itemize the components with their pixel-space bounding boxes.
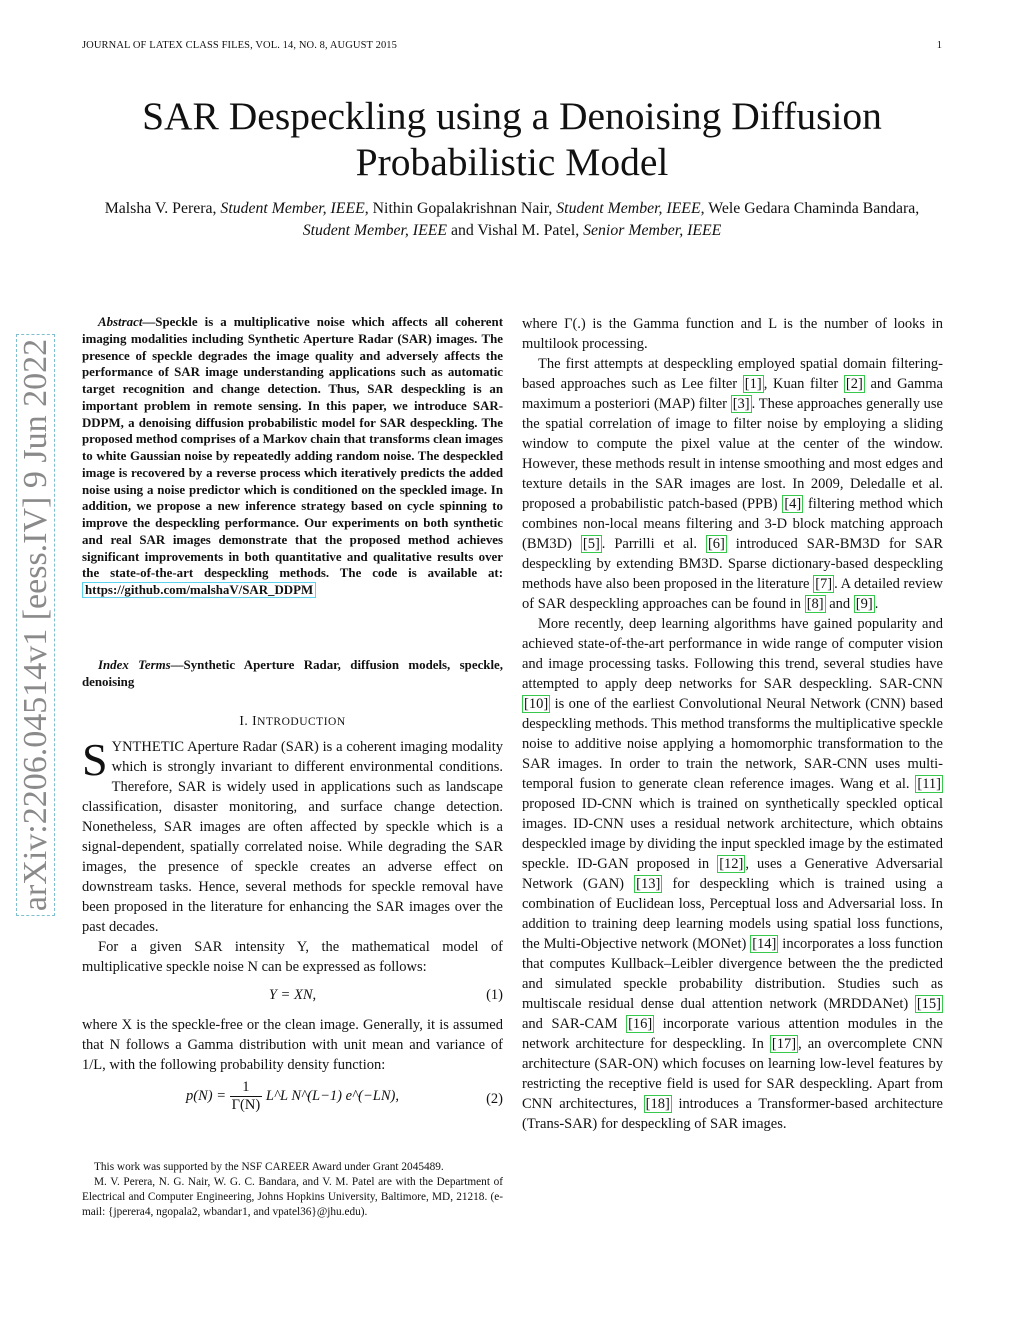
equation-1-number: (1) bbox=[486, 987, 503, 1003]
author-3: , Wele Gedara Chaminda Bandara, bbox=[700, 200, 920, 217]
citation-18[interactable]: [18] bbox=[645, 1096, 670, 1112]
abstract-text: —Speckle is a multiplicative noise which affects all coherent imaging modalities including Synthetic Aperture Radar (SAR) images. The presence of speckle degrades the image quality and adversely affects the performance of SAR image understanding applications such as automatic target recognition and change detection. Thus, SAR despeckling is an important problem in remote sensing. In this paper, we introduce SAR-DDPM, a denoising diffusion probabilistic model for SAR despeckling. The proposed method comprises of a Markov chain that transforms clean images to white Gaussian noise by repeatedly adding random noise. The despeckled image is recovered by a reverse process which iteratively predicts the added noise using a noise predictor which is conditioned on the speckled image. In addition, we propose a new inference strategy based on cycle spinning to improve the despeckling performance. Our experiments on both synthetic and real SAR images demonstrate that the proposed method achieves significant improvements in both quantitative and qualitative results over the state-of-the-art despeckling methods. The code is available at: bbox=[82, 315, 503, 581]
code-link[interactable]: https://github.com/malshaV/SAR_DDPM bbox=[82, 582, 316, 598]
citation-13[interactable]: [13] bbox=[636, 876, 661, 892]
index-terms-text: —Synthetic Aperture Radar, diffusion models, speckle, denoising bbox=[82, 658, 503, 689]
abstract bbox=[82, 314, 503, 599]
citation-1[interactable]: [1] bbox=[744, 376, 762, 392]
citation-7[interactable]: [7] bbox=[815, 576, 833, 592]
section-numeral: I. bbox=[239, 713, 249, 728]
citation-17[interactable]: [17] bbox=[771, 1036, 797, 1052]
running-header bbox=[82, 40, 942, 56]
author-3-role: Student Member, IEEE bbox=[302, 222, 448, 239]
citation-9[interactable]: [9] bbox=[855, 596, 873, 612]
author-4-role: Senior Member, IEEE bbox=[583, 222, 722, 239]
equation-1 bbox=[82, 977, 503, 1015]
paper-title: SAR Despeckling using a Denoising Diffusion Probabilistic Model bbox=[142, 94, 882, 184]
author-list bbox=[82, 198, 942, 242]
related-work-paragraph-1: The first attempts at despeckling employed spatial domain filtering-based approaches such as Lee filter [1] , Kuan filter [2] and Gamma maximum a posteriori (MAP) filter [3] . These approaches generally use the spatial correlation of image to filter noise by employing a sliding window to compute the pixel value at the center of the window. However, these methods result in intense smoothing and most edges and texture details in the SAR images are lost. In 2009, Deledalle et al. proposed a probabilistic patch-based (PPB) [4] filtering method which combines non-local means filtering and 3-D block matching approach (BM3D) [5] . Parrilli et al. [6] introduced SAR-BM3D for SAR despeckling by extending BM3D. Sparse dictionary-based despeckling methods have also been proposed in the literature [7] . A detailed review of SAR despeckling approaches can be found in [8] and [9] . bbox=[522, 356, 944, 612]
citation-2[interactable]: [2] bbox=[845, 376, 863, 392]
equation-2-lhs: p(N) = bbox=[186, 1087, 227, 1104]
intro-paragraph-2: For a given SAR intensity Y, the mathematical model of multiplicative speckle noise N can be expressed as follows: bbox=[82, 939, 503, 975]
related-work-paragraph-2: More recently, deep learning algorithms have gained popularity and achieved state-of-the-art performance in wide range of computer vision and image processing tasks. Following this trend, several studies have attempted to apply deep networks for SAR despeckling. SAR-CNN [10] is one of the earliest Convolutional Neural Network (CNN) based despeckling methods. This method transforms the multiplicative speckle noise to additive noise applying a homomorphic transformation to the SAR images. In order to train the network, SAR-CNN uses multi-temporal fusion to generate clean reference images. Wang et al. [11] proposed ID-CNN which is trained on synthetically speckled optical images. ID-CNN uses a residual network architecture, which obtains despeckled image by dividing the input speckled image by the estimated speckle. ID-GAN proposed in [12] , uses a Generative Adversarial Network (GAN) [13] for despeckling which is trained using a combination of Euclidean loss, Perceptual loss and Adversarial loss. In addition to training deep learning models using spatial loss functions, the Multi-Objective network (MONet) [14] incorporates a loss function that computes Kullback–Leibler divergence between the the predicted and simulated speckle probability distribution. Studies such as multiscale residual dense dual attention network (MRDDANet) [15] and SAR-CAM [16] incorporate various attention modules in the network architecture for despeckling. In [17] , an overcomplete CNN architecture (SAR-ON) which focuses on learning low-level features by restricting the receptive field is used for SAR despeckling. Apart from CNN architectures, [18] introduces a Transformer-based architecture (Trans-SAR) for despeckling of SAR images. bbox=[522, 616, 943, 1132]
citation-15[interactable]: [15] bbox=[916, 996, 941, 1012]
section-title-initial: I bbox=[252, 713, 258, 728]
citation-6[interactable]: [6] bbox=[707, 536, 725, 552]
section-title-rest: NTRODUCTION bbox=[257, 716, 346, 728]
gamma-paragraph: where Γ(.) is the Gamma function and L is the number of looks in multilook processing. bbox=[522, 316, 943, 352]
footnote-funding: This work was supported by the NSF CAREER Award under Grant 2045489. bbox=[94, 1161, 444, 1173]
equation-2 bbox=[82, 1075, 503, 1121]
citation-11[interactable]: [11] bbox=[917, 776, 941, 792]
drop-cap: S bbox=[82, 734, 108, 785]
introduction-text bbox=[82, 734, 503, 1121]
citation-8[interactable]: [8] bbox=[806, 596, 824, 612]
equation-1-body: Y = XN, bbox=[268, 987, 317, 1003]
citation-4[interactable]: [4] bbox=[784, 496, 802, 512]
author-4: and Vishal M. Patel, bbox=[447, 222, 580, 239]
author-1-role: Student Member, IEEE bbox=[220, 200, 365, 217]
citation-16[interactable]: [16] bbox=[628, 1016, 653, 1032]
index-terms-label: Index Terms bbox=[98, 658, 171, 672]
equation-2-number: (2) bbox=[486, 1091, 503, 1107]
abstract-label: Abstract bbox=[98, 315, 143, 329]
arxiv-id[interactable]: arXiv:2206.04514v1 [eess.IV] 9 Jun 2022 bbox=[16, 334, 55, 916]
citation-10[interactable]: [10] bbox=[524, 696, 549, 712]
equation-2-fraction: $\frac{1}{\Gamma(N)}$ bbox=[231, 1079, 261, 1113]
intro-paragraph-3: where X is the speckle-free or the clean image. Generally, it is assumed that N follows a Gamma distribution with unit mean and variance of 1/L, with the following probability density function: bbox=[82, 1017, 503, 1073]
footnotes bbox=[82, 1160, 503, 1220]
author-2-role: Student Member, IEEE bbox=[556, 200, 701, 217]
right-column-text bbox=[522, 314, 943, 1134]
citation-5[interactable]: [5] bbox=[582, 536, 600, 552]
equation-2-rhs: L^L N^(L−1) e^(−LN), bbox=[265, 1087, 399, 1104]
author-2: , Nithin Gopalakrishnan Nair, bbox=[364, 200, 553, 217]
citation-12[interactable]: [12] bbox=[719, 856, 744, 872]
citation-3[interactable]: [3] bbox=[732, 396, 750, 412]
index-terms bbox=[82, 657, 503, 691]
journal-header: JOURNAL OF LATEX CLASS FILES, VOL. 14, NO. 8, AUGUST 2015 bbox=[82, 40, 397, 51]
page-number: 1 bbox=[936, 40, 942, 51]
section-heading-introduction bbox=[82, 713, 503, 729]
author-1: Malsha V. Perera, bbox=[104, 200, 217, 217]
footnote-affiliation: M. V. Perera, N. G. Nair, W. G. C. Bandara, and V. M. Patel are with the Department of Electrical and Computer Engineering, Johns Hopkins University, Baltimore, MD, 21218. (e-mail: {jperera4, ngopala2, wbandar1, and vpatel36}@jhu.edu). bbox=[82, 1176, 503, 1218]
intro-paragraph-1: SYNTHETIC Aperture Radar (SAR) is a coherent imaging modality which is strongly invariant to different environmental conditions. Therefore, SAR is widely used in applications such as landscape classification, disaster monitoring, and surface change detection. Nonetheless, SAR images are often affected by speckle which is a signal-dependent, spatially correlated noise. While degrading the SAR images, the presence of speckle creates an adverse effect on downstream tasks. Hence, several methods for speckle removal have been proposed in the literature for enhancing the SAR images over the past decades. bbox=[82, 734, 503, 935]
citation-14[interactable]: [14] bbox=[752, 936, 777, 952]
arxiv-stamp bbox=[6, 330, 66, 920]
